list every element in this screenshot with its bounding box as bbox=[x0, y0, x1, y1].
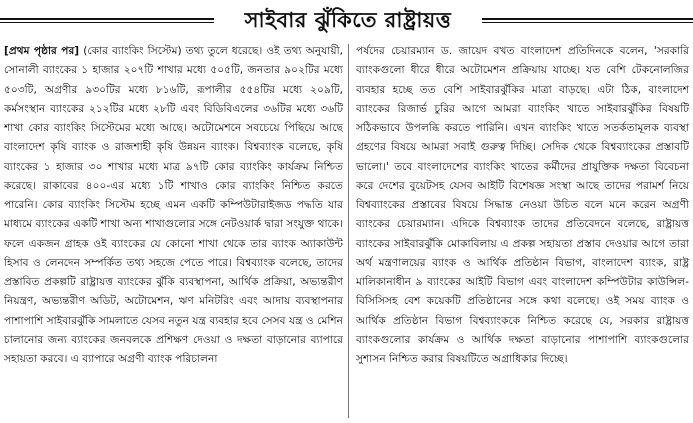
article-column-left bbox=[4, 42, 343, 422]
article-column-right bbox=[356, 42, 689, 422]
left-column-text: (কোর ব্যাংকিং সিস্টেম) তথ্য তুলে ধরেছে। ওই তথ্য অনুযায়ী, সোনালী ব্যাংকের ১ হাজার ২০৭টি শাখার মধ্যে ৫০৫টি, জনতার ৯০২টির মধ্যে ৫০৩টি, অগ্রণীর ৯৩০টির মধ্যে ৮১৬টি, রূপালীর ৫৫৪টির মধ্যে ২০৯টি, কর্মসংস্থান ব্যাংকের ২১২টির মধ্যে ২৮টি এবং বিডিবিএলের ৩৬টির মধ্যে ৩৬টি শাখা কোর ব্যাংকিং সিস্টেমের মধ্যে আছে। অটোমেশনে সবচেয়ে পিছিয়ে আছে বাংলাদেশ কৃষি ব্যাংক ও রাজশাহী কৃষি উন্নয়ন ব্যাংক। বিশ্বব্যাংক বলেছে, কৃষি ব্যাংকের ১ হাজার ৩০ শাখার মধ্যে মাত্র ৯৭টি কোর ব্যাংকিং কার্যক্রম নিশ্চিত করেছে। রাকাবের ৪০০-এর মধ্যে ১টি শাখাও কোর ব্যাংকিং নিশ্চিত করতে পারেনি। কোর ব্যাংকিং সিস্টেম হচ্ছে এমন একটি কম্পিউটারাইজড পদ্ধতি যার মাধ্যমে ব্যাংকের একটি শাখা অন্য শাখাগুলোর সঙ্গে নেটওয়ার্ক দ্বারা সংযুক্ত থাকে। ফলে একজন গ্রাহক ওই ব্যাংকের যে কোনো শাখা থেকে তার ব্যাংক অ্যাকাউন্ট হিসাব ও লেনদেন সম্পর্কিত তথ্য সহজে পেতে পারে। বিশ্বব্যাংক বলেছে, তাদের প্রস্তাবিত প্রকল্পটি রাষ্ট্রায়ত্ত ব্যাংকের ঝুঁকি ব্যবস্থাপনা, আর্থিক প্রক্রিয়া, অভ্যন্তরীণ নিয়ন্ত্রণ, অভ্যন্তরীণ অডিট, অটোমেশন, ঋণ মনিটরিং এবং আদায় ব্যবস্থাপনার পাশাপাশি সাইবারঝুঁকি সামলাতে যেসব নতুন যন্ত্র ব্যবহার হবে সেসব যন্ত্র ও মেশিন চালানোর জন্য ব্যাংকের জনবলকে প্রশিক্ষণ দেওয়া ও দক্ষতা বাড়ানোর ব্যাপারে সহায়তা করবে। এ ব্যাপারে অগ্রণী ব্যাংক পরিচালনা bbox=[4, 45, 343, 365]
continuation-kicker: [প্রথম পৃষ্ঠার পর] bbox=[4, 45, 80, 57]
column-divider bbox=[348, 44, 349, 418]
right-column-text: পর্ষদের চেয়ারম্যান ড. জায়েদ বখত বাংলাদেশ প্রতিদিনকে বলেন, 'সরকারি ব্যাংকগুলো ধীরে ধীরে অটোমেশন প্রক্রিয়ায় যাচ্ছে। যত বেশি টেকনোলজির ব্যবহার হচ্ছে তত বেশি সাইবারঝুঁকির মাত্রা বাড়ছে। এটা ঠিক, বাংলাদেশ ব্যাংকের রিজার্ভ চুরির আগে আমরা ব্যাংকিং খাতে সাইবারঝুঁকির বিষয়টি সঠিকভাবে উপলব্ধি করতে পারিনি। এখন ব্যাংকিং খাতে সতর্কতামূলক ব্যবস্থা গ্রহণের বিষয়ে আমরা সবাই গুরুত্ব দিচ্ছি। সেদিক থেকে বিশ্বব্যাংকের প্রস্তাবটি ভালো।' তবে বাংলাদেশের ব্যাংকিং খাতের কর্মীদের প্রাযুক্তিক দক্ষতা বিবেচনা করে দেশের বুয়েটসহ যেসব আইটি বিশেষজ্ঞ সংস্থা আছে তাদের পরামর্শ নিয়ে বিশ্বব্যাংকের প্রস্তাবের বিষয়ে সিদ্ধান্ত নেওয়া উচিত বলে মনে করেন অগ্রণী ব্যাংকের চেয়ারম্যান। এদিকে বিশ্বব্যাংক তাদের প্রতিবেদনে বলেছে, রাষ্ট্রায়ত্ত ব্যাংকের সাইবারঝুঁকি মোকাবিলায় এ প্রকল্প সহায়তা প্রস্তাব দেওয়ার আগে তারা অর্থ মন্ত্রণালয়ের ব্যাংক ও আর্থিক প্রতিষ্ঠান বিভাগ, বাংলাদেশ ব্যাংক, রাষ্ট্র মালিকানাধীন ৯ ব্যাংকের আইটি বিভাগ এবং বাংলাদেশ কম্পিউটার কাউন্সিল-বিসিসিসহ বেশ কয়েকটি প্রতিষ্ঠানের সঙ্গে কথা বলেছে। ওই সময় ব্যাংক ও আর্থিক প্রতিষ্ঠান বিভাগ বিশ্বব্যাংককে নিশ্চিত করেছে যে, সরকার রাষ্ট্রায়ত্ত ব্যাংকগুলোর কার্যক্রম ও আর্থিক দক্ষতা বাড়ানোর পাশাপাশি ব্যাংকগুলোর সুশাসন নিশ্চিত করার বিষয়টিতে অগ্রাধিকার দিচ্ছে। bbox=[356, 45, 689, 365]
headline: সাইবার ঝুঁকিতে রাষ্ট্রায়ত্ত bbox=[214, 2, 482, 38]
headline-bar bbox=[0, 0, 693, 42]
